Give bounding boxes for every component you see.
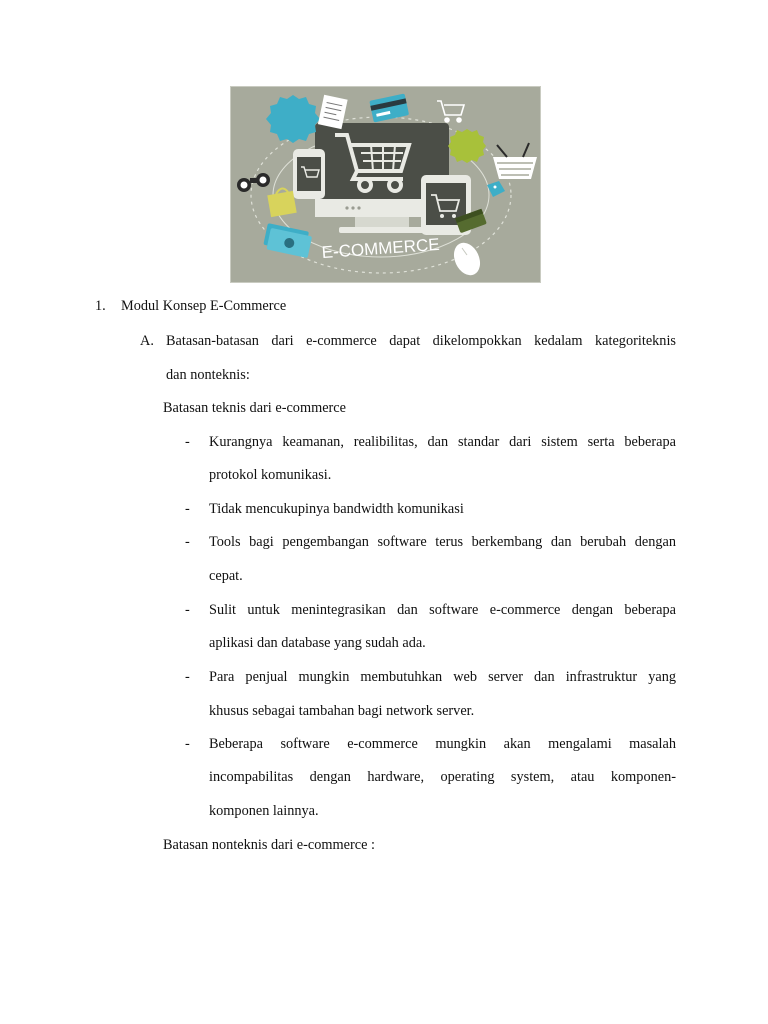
shopping-bag-icon [267, 188, 296, 217]
list-item-line: khusus sebagai tambahan bagi network server. [209, 703, 475, 719]
section-number: 1. [95, 298, 106, 314]
green-badge-icon [448, 129, 486, 163]
nontechnical-heading: Batasan nonteknis dari e-commerce : [163, 837, 375, 853]
list-item-line: Kurangnya keamanan, realibilitas, dan standar dari sistem serta beberapa [209, 434, 676, 450]
basket-icon [493, 143, 537, 179]
small-cart-icon [437, 101, 464, 122]
list-item-line: Tools bagi pengembangan software terus berkembang dan berubah dengan [209, 534, 676, 550]
list-bullet: - [185, 501, 190, 517]
subsection-text-line2: dan nonteknis: [166, 367, 250, 383]
list-bullet: - [185, 534, 190, 550]
badge-icon [266, 95, 320, 143]
list-bullet: - [185, 669, 190, 685]
list-item-line: komponen lainnya. [209, 803, 319, 819]
list-item-line: Beberapa software e-commerce mungkin akan mengalami masalah [209, 736, 676, 752]
technical-heading: Batasan teknis dari e-commerce [163, 400, 346, 416]
list-item-line: cepat. [209, 568, 243, 584]
money-stack-icon [263, 223, 313, 258]
mouse-icon [449, 239, 485, 280]
subsection-letter: A. [140, 333, 154, 349]
section-title: Modul Konsep E-Commerce [121, 298, 287, 314]
ecommerce-label: E-COMMERCE [321, 234, 441, 263]
list-bullet: - [185, 602, 190, 618]
ecommerce-illustration-art [231, 87, 541, 283]
list-bullet: - [185, 736, 190, 752]
binoculars-icon [237, 173, 270, 192]
list-bullet: - [185, 434, 190, 450]
subsection-text-line1: Batasan-batasan dari e-commerce dapat dikelompokkan kedalam kategoriteknis [166, 333, 676, 349]
list-item-line: aplikasi dan database yang sudah ada. [209, 635, 426, 651]
list-item-line: Tidak mencukupinya bandwidth komunikasi [209, 501, 464, 517]
list-item-line: Sulit untuk menintegrasikan dan software e-commerce dengan beberapa [209, 602, 676, 618]
price-tag-icon [487, 181, 505, 197]
list-item-line: Para penjual mungkin membutuhkan web server dan infrastruktur yang [209, 669, 676, 685]
list-item-line: protokol komunikasi. [209, 467, 332, 483]
list-item-line: incompabilitas dengan hardware, operating system, atau komponen- [209, 769, 676, 785]
smartphone-icon [293, 149, 325, 199]
ecommerce-illustration [230, 86, 541, 283]
